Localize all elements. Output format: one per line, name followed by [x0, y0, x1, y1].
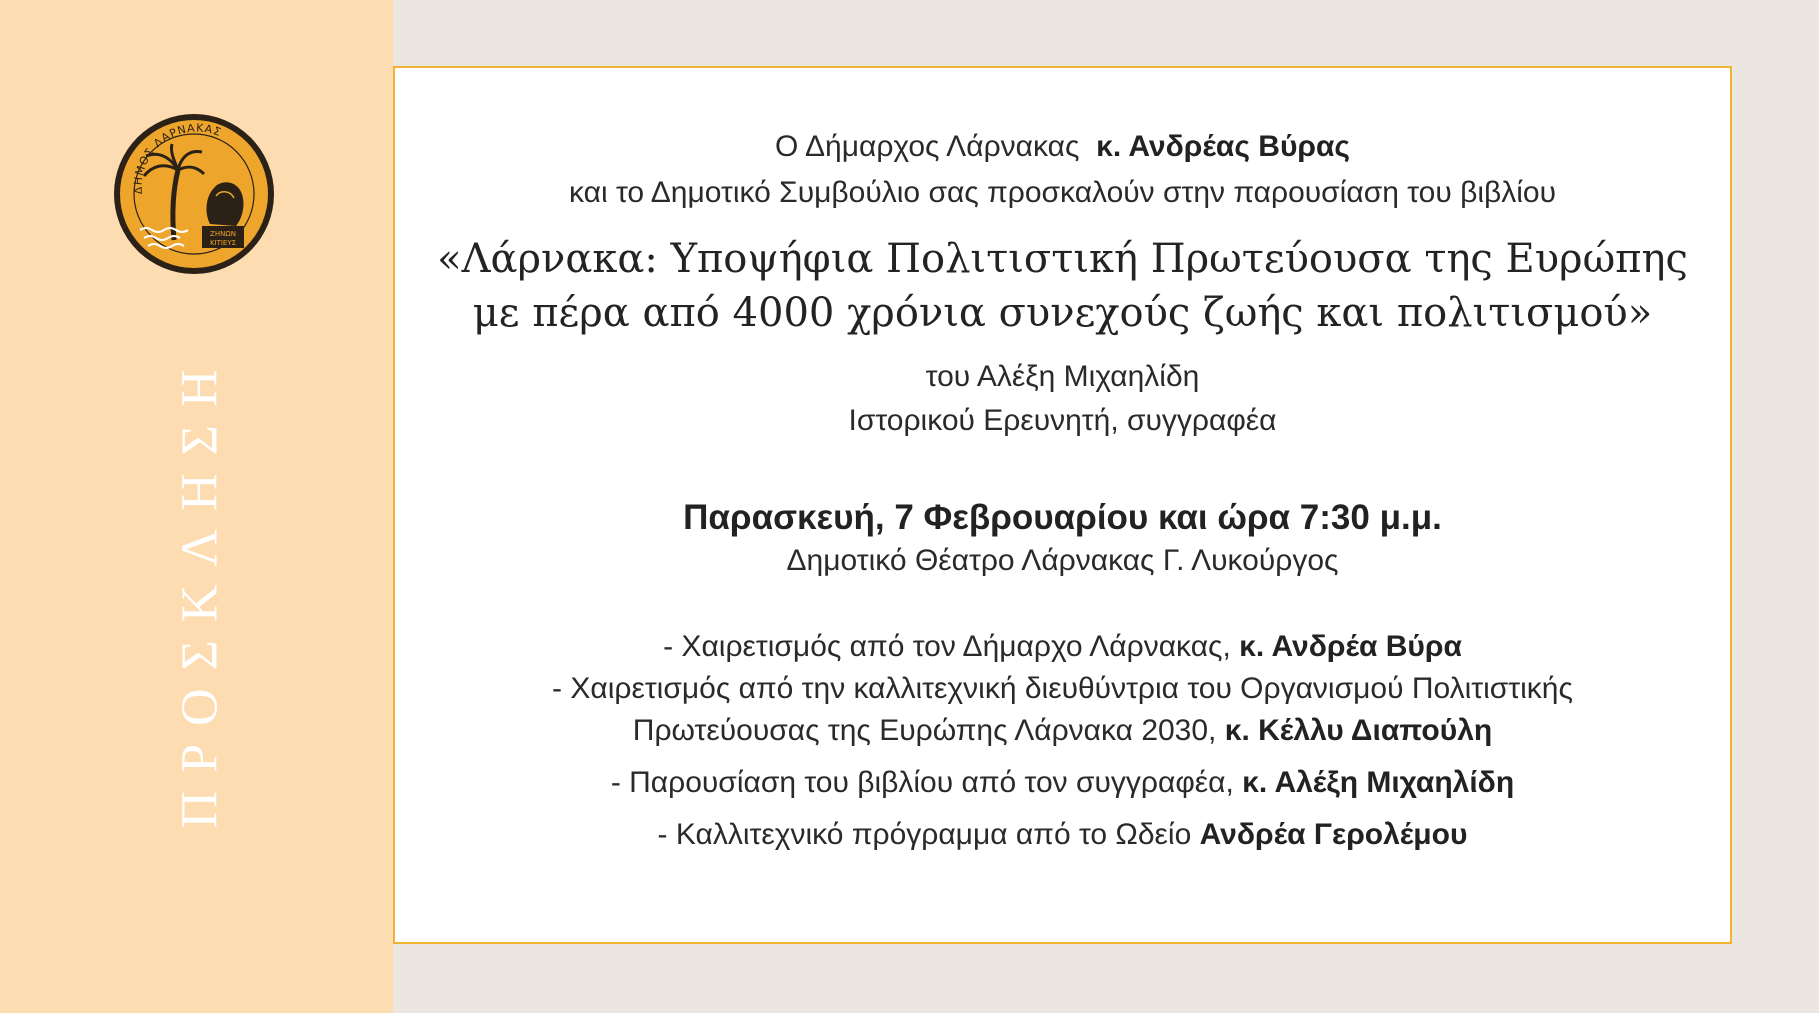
book-title-line2: με πέρα από 4000 χρόνια συνεχούς ζωής και πολιτισμού»: [472, 290, 1653, 336]
program-item: - Χαιρετισμός από την καλλιτεχνική διευθύντρια του Οργανισμού Πολιτιστικής: [552, 672, 1573, 705]
host-line: [395, 130, 1730, 164]
invitation-card: [393, 66, 1732, 944]
host-prefix: Ο Δήμαρχος Λάρνακας: [774, 130, 1080, 163]
event-date: Παρασκευή, 7 Φεβρουαρίου και ώρα 7:30 μ.μ.: [683, 498, 1442, 537]
host-name: κ. Ανδρέας Βύρας: [1096, 130, 1351, 163]
book-title-line1: «Λάρνακα: Υποψήφια Πολιτιστική Πρωτεύουσα της Ευρώπης: [437, 236, 1688, 282]
program-item: - Καλλιτεχνικό πρόγραμμα από το Ωδείο Ανδρέα Γερολέμου: [657, 818, 1468, 851]
seal-plaque-line1: ΖΗΝΩΝ: [210, 230, 236, 238]
event-venue: Δημοτικό Θέατρο Λάρνακας Γ. Λυκούργος: [786, 544, 1339, 577]
program-item: - Χαιρετισμός από τον Δήμαρχο Λάρνακας, κ. Ανδρέα Βύρα: [663, 630, 1462, 663]
seal-plaque-line2: ΚΙΤΙΕΥΣ: [209, 239, 237, 247]
side-panel: [0, 0, 393, 1013]
program-item-continued: Πρωτεύουσας της Ευρώπης Λάρνακα 2030, κ. Κέλλυ Διαπούλη: [632, 714, 1493, 747]
host-invite-line: και το Δημοτικό Συμβούλιο σας προσκαλούν στην παρουσίαση του βιβλίου: [568, 176, 1557, 209]
seal-ring-text: ΔΗΜΟΣ ΛΑΡΝΑΚΑΣ: [131, 121, 224, 195]
author-name: του Αλέξη Μιχαηλίδη: [925, 360, 1200, 393]
author-title: Ιστορικού Ερευνητή, συγγραφέα: [848, 404, 1277, 437]
program-item: - Παρουσίαση του βιβλίου από τον συγγραφέα, κ. Αλέξη Μιχαηλίδη: [610, 766, 1515, 799]
vertical-invitation-label-wrap: [165, 0, 235, 1013]
vertical-invitation-label: ΠΡΟΣΚΛΗΣΗ: [171, 351, 229, 829]
